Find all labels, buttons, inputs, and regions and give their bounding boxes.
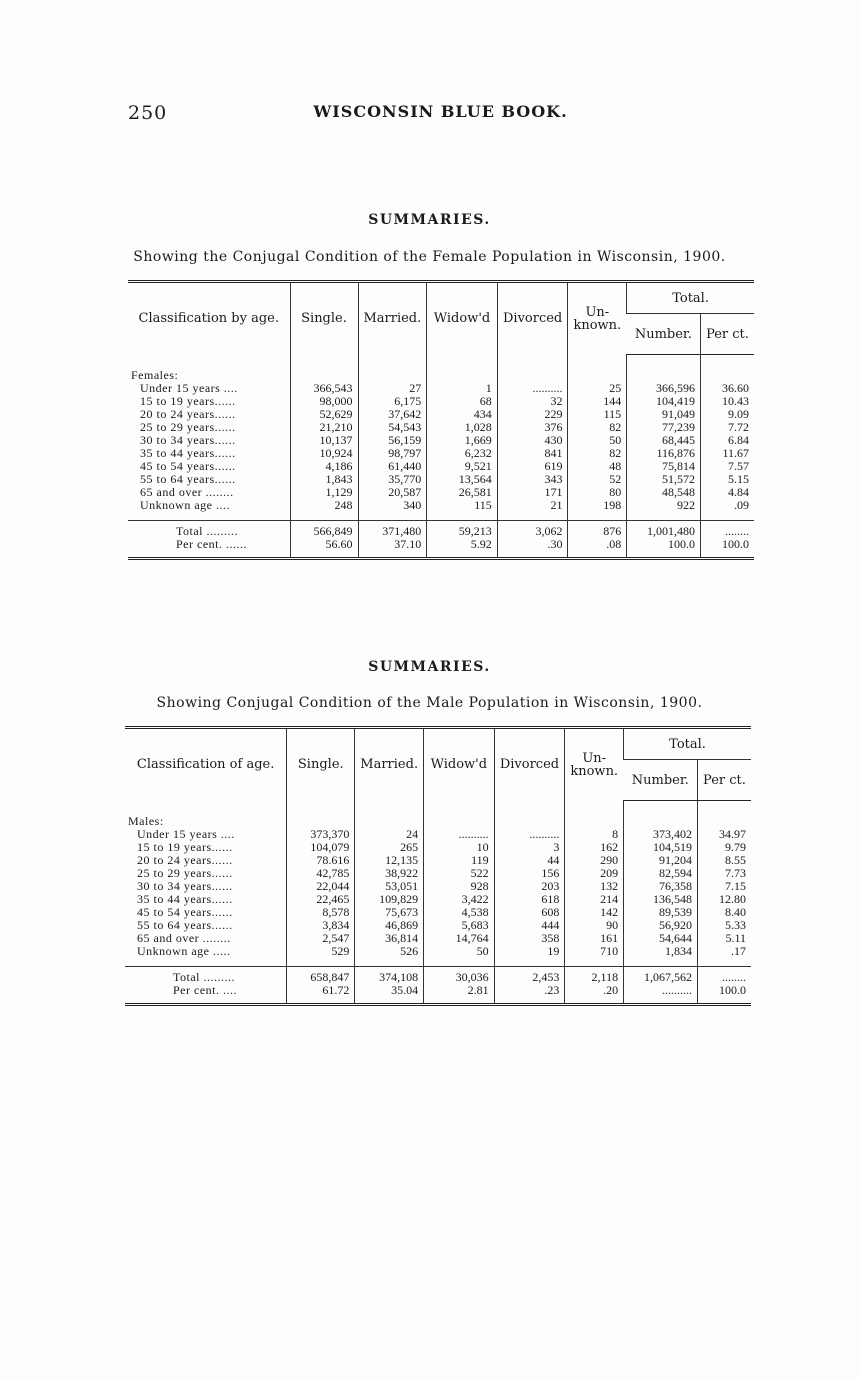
- cell-percent: 7.15: [697, 880, 751, 893]
- cell-married: 109,829: [355, 893, 424, 906]
- blank-cell: [697, 801, 751, 816]
- blank-cell: [568, 355, 627, 370]
- blank-cell: [624, 958, 698, 967]
- row-label: 15 to 19 years......: [137, 840, 233, 854]
- cell-percent: 8.55: [697, 854, 751, 867]
- percent-row: [128, 538, 754, 559]
- row-label: 55 to 64 years......: [137, 918, 233, 932]
- blank-cell: [701, 512, 755, 521]
- cell-percent: 11.67: [701, 447, 755, 460]
- cell-married: 37.10: [358, 538, 427, 559]
- cell-single: 4,186: [290, 460, 358, 473]
- cell-percent: 10.43: [701, 395, 755, 408]
- row-label: 35 to 44 years......: [140, 446, 236, 460]
- col-married: Married.: [358, 282, 427, 355]
- cell-widowed: 26,581: [427, 486, 498, 499]
- cell-widowed: 14,764: [424, 932, 495, 945]
- cell-unknown: 198: [568, 499, 627, 512]
- cell-number: 366,596: [627, 382, 701, 395]
- cell-single: 366,543: [290, 382, 358, 395]
- cell-widowed: 6,232: [427, 447, 498, 460]
- row-label: Total .........: [128, 521, 290, 539]
- table-row: [128, 499, 754, 512]
- blank-cell: [358, 512, 427, 521]
- cell-single: 104,079: [287, 841, 355, 854]
- cell-widowed: 1,669: [427, 434, 498, 447]
- cell-married: 526: [355, 945, 424, 958]
- cell-unknown: 132: [565, 880, 624, 893]
- cell-number: 104,419: [627, 395, 701, 408]
- blank-cell: [568, 512, 627, 521]
- cell-widowed: 5,683: [424, 919, 495, 932]
- blank-cell: [427, 512, 498, 521]
- col-total: Total.: [627, 282, 754, 314]
- cell-married: 46,869: [355, 919, 424, 932]
- female-table-caption: Showing the Conjugal Condition of the Female Population in Wisconsin, 1900.: [133, 249, 726, 265]
- cell-single: 22,044: [287, 880, 355, 893]
- cell-number: 75,814: [627, 460, 701, 473]
- col-total: Total.: [624, 728, 751, 760]
- blank-cell: [701, 355, 755, 370]
- cell-percent: .17: [697, 945, 751, 958]
- cell-married: 56,159: [358, 434, 427, 447]
- cell-divorced: ..........: [494, 828, 565, 841]
- cell-widowed: 928: [424, 880, 495, 893]
- cell-married: 38,922: [355, 867, 424, 880]
- cell-single: 21,210: [290, 421, 358, 434]
- cell-percent: 100.0: [701, 538, 755, 559]
- cell-divorced: 3: [494, 841, 565, 854]
- cell-number: 1,067,562: [624, 967, 698, 985]
- cell-number: 91,049: [627, 408, 701, 421]
- cell-percent: 7.72: [701, 421, 755, 434]
- cell-widowed: 434: [427, 408, 498, 421]
- cell-divorced: 841: [497, 447, 568, 460]
- cell-number: 136,548: [624, 893, 698, 906]
- cell-unknown: 161: [565, 932, 624, 945]
- cell-divorced: 156: [494, 867, 565, 880]
- cell-divorced: 44: [494, 854, 565, 867]
- blank-cell: [424, 958, 495, 967]
- row-label: 20 to 24 years......: [137, 853, 233, 867]
- cell-married: 98,797: [358, 447, 427, 460]
- col-classification: Classification of age.: [125, 728, 287, 801]
- row-label: Under 15 years ....: [140, 381, 238, 395]
- col-single: Single.: [290, 282, 358, 355]
- cell-percent: 36.60: [701, 382, 755, 395]
- cell-single: 8,578: [287, 906, 355, 919]
- row-label: 15 to 19 years......: [140, 394, 236, 408]
- cell-divorced: 229: [497, 408, 568, 421]
- cell-married: 340: [358, 499, 427, 512]
- cell-percent: 9.09: [701, 408, 755, 421]
- cell-widowed: 115: [427, 499, 498, 512]
- blank-cell: [627, 512, 701, 521]
- cell-married: 35,770: [358, 473, 427, 486]
- cell-widowed: 3,422: [424, 893, 495, 906]
- male-header-row: [125, 728, 751, 760]
- cell-single: 566,849: [290, 521, 358, 539]
- row-label: 45 to 54 years......: [140, 459, 236, 473]
- cell-percent: 8.40: [697, 906, 751, 919]
- cell-percent: 6.84: [701, 434, 755, 447]
- blank-cell: [287, 958, 355, 967]
- cell-divorced: 430: [497, 434, 568, 447]
- cell-widowed: 10: [424, 841, 495, 854]
- gap-row: [125, 958, 751, 967]
- blank-cell: [287, 801, 355, 816]
- cell-unknown: 82: [568, 421, 627, 434]
- cell-married: 75,673: [355, 906, 424, 919]
- cell-number: 104,519: [624, 841, 698, 854]
- col-single: Single.: [287, 728, 355, 801]
- cell-number: 51,572: [627, 473, 701, 486]
- cell-percent: 4.84: [701, 486, 755, 499]
- cell-divorced: 358: [494, 932, 565, 945]
- row-label: 30 to 34 years......: [140, 433, 236, 447]
- blank-cell: [494, 958, 565, 967]
- row-label: 65 and over ........: [140, 485, 234, 499]
- blank-cell: [497, 512, 568, 521]
- cell-unknown: 214: [565, 893, 624, 906]
- cell-widowed: 1: [427, 382, 498, 395]
- group-label: Females:: [131, 368, 179, 382]
- cell-single: 10,137: [290, 434, 358, 447]
- total-row: [125, 967, 751, 985]
- row-label: Under 15 years ....: [137, 827, 235, 841]
- col-percent: Per ct.: [697, 760, 751, 801]
- cell-number: 56,920: [624, 919, 698, 932]
- blank-cell: [125, 958, 287, 967]
- cell-widowed: 30,036: [424, 967, 495, 985]
- cell-married: 35.04: [355, 984, 424, 1005]
- blank-cell: [565, 801, 624, 816]
- row-label: Per cent. ......: [128, 538, 290, 559]
- table-row: [125, 945, 751, 958]
- cell-single: 42,785: [287, 867, 355, 880]
- row-label: 20 to 24 years......: [140, 407, 236, 421]
- cell-percent: 7.73: [697, 867, 751, 880]
- running-title: WISCONSIN BLUE BOOK.: [313, 102, 568, 121]
- cell-unknown: 25: [568, 382, 627, 395]
- blank-cell: [128, 355, 290, 370]
- cell-unknown: 80: [568, 486, 627, 499]
- cell-married: 27: [358, 382, 427, 395]
- col-widowed: Widow'd: [427, 282, 498, 355]
- cell-number: 48,548: [627, 486, 701, 499]
- cell-widowed: 5.92: [427, 538, 498, 559]
- cell-unknown: 8: [565, 828, 624, 841]
- cell-divorced: 343: [497, 473, 568, 486]
- cell-unknown: .20: [565, 984, 624, 1005]
- total-row: [128, 521, 754, 539]
- blank-cell: [355, 958, 424, 967]
- male-table-body: [125, 801, 751, 1005]
- cell-single: 248: [290, 499, 358, 512]
- cell-divorced: 376: [497, 421, 568, 434]
- cell-married: 36,814: [355, 932, 424, 945]
- cell-unknown: 209: [565, 867, 624, 880]
- cell-widowed: 522: [424, 867, 495, 880]
- male-table: [125, 726, 751, 1006]
- cell-unknown: 48: [568, 460, 627, 473]
- page-header: [128, 100, 753, 128]
- cell-divorced: 32: [497, 395, 568, 408]
- col-divorced: Divorced: [497, 282, 568, 355]
- cell-married: 374,108: [355, 967, 424, 985]
- gap-row: [128, 512, 754, 521]
- cell-number: 76,358: [624, 880, 698, 893]
- page-number: 250: [128, 102, 168, 124]
- cell-widowed: 68: [427, 395, 498, 408]
- cell-number: 91,204: [624, 854, 698, 867]
- cell-single: 56.60: [290, 538, 358, 559]
- cell-single: 61.72: [287, 984, 355, 1005]
- row-label: 30 to 34 years......: [137, 879, 233, 893]
- cell-divorced: 21: [497, 499, 568, 512]
- row-label: 65 and over ........: [137, 931, 231, 945]
- cell-unknown: .08: [568, 538, 627, 559]
- cell-number: 82,594: [624, 867, 698, 880]
- cell-percent: 12.80: [697, 893, 751, 906]
- col-unknown: Un-known.: [565, 728, 624, 801]
- cell-unknown: 50: [568, 434, 627, 447]
- cell-married: 371,480: [358, 521, 427, 539]
- group-label: Males:: [128, 814, 164, 828]
- cell-divorced: ..........: [497, 382, 568, 395]
- col-number: Number.: [627, 314, 701, 355]
- cell-divorced: .23: [494, 984, 565, 1005]
- cell-unknown: 710: [565, 945, 624, 958]
- cell-unknown: 52: [568, 473, 627, 486]
- cell-divorced: .30: [497, 538, 568, 559]
- blank-cell: [128, 512, 290, 521]
- col-classification: Classification by age.: [128, 282, 290, 355]
- female-header-row: [128, 282, 754, 314]
- cell-number: 116,876: [627, 447, 701, 460]
- cell-single: 658,847: [287, 967, 355, 985]
- cell-unknown: 142: [565, 906, 624, 919]
- female-table-body: [128, 355, 754, 559]
- cell-percent: 5.11: [697, 932, 751, 945]
- blank-cell: [494, 801, 565, 816]
- cell-number: 54,644: [624, 932, 698, 945]
- col-widowed: Widow'd: [424, 728, 495, 801]
- col-married: Married.: [355, 728, 424, 801]
- row-label: 45 to 54 years......: [137, 905, 233, 919]
- cell-single: 22,465: [287, 893, 355, 906]
- blank-cell: [427, 355, 498, 370]
- cell-married: 24: [355, 828, 424, 841]
- cell-number: 89,539: [624, 906, 698, 919]
- spacer-row: [128, 355, 754, 370]
- cell-single: 1,843: [290, 473, 358, 486]
- blank-cell: [424, 801, 495, 816]
- row-label: Unknown age .....: [137, 944, 231, 958]
- cell-percent: 34.97: [697, 828, 751, 841]
- cell-married: 12,135: [355, 854, 424, 867]
- percent-row: [125, 984, 751, 1005]
- cell-number: 100.0: [627, 538, 701, 559]
- cell-number: 373,402: [624, 828, 698, 841]
- cell-divorced: 203: [494, 880, 565, 893]
- blank-cell: [697, 958, 751, 967]
- cell-married: 265: [355, 841, 424, 854]
- blank-cell: [497, 355, 568, 370]
- col-divorced: Divorced: [494, 728, 565, 801]
- cell-percent: 5.15: [701, 473, 755, 486]
- cell-single: 373,370: [287, 828, 355, 841]
- cell-percent: .09: [701, 499, 755, 512]
- cell-single: 2,547: [287, 932, 355, 945]
- cell-divorced: 619: [497, 460, 568, 473]
- cell-unknown: 876: [568, 521, 627, 539]
- row-label: Unknown age ....: [140, 498, 230, 512]
- row-label: 35 to 44 years......: [137, 892, 233, 906]
- cell-married: 37,642: [358, 408, 427, 421]
- cell-widowed: 50: [424, 945, 495, 958]
- cell-percent: 5.33: [697, 919, 751, 932]
- cell-number: 922: [627, 499, 701, 512]
- cell-unknown: 162: [565, 841, 624, 854]
- col-percent: Per ct.: [701, 314, 755, 355]
- cell-divorced: 2,453: [494, 967, 565, 985]
- col-unknown: Un-known.: [568, 282, 627, 355]
- blank-cell: [355, 801, 424, 816]
- cell-divorced: 19: [494, 945, 565, 958]
- cell-number: 77,239: [627, 421, 701, 434]
- cell-unknown: 144: [568, 395, 627, 408]
- cell-divorced: 444: [494, 919, 565, 932]
- female-section-title: SUMMARIES.: [368, 212, 491, 228]
- cell-single: 529: [287, 945, 355, 958]
- cell-widowed: 1,028: [427, 421, 498, 434]
- row-label: 25 to 29 years......: [140, 420, 236, 434]
- cell-married: 6,175: [358, 395, 427, 408]
- cell-married: 53,051: [355, 880, 424, 893]
- cell-divorced: 618: [494, 893, 565, 906]
- cell-percent: 9.79: [697, 841, 751, 854]
- cell-married: 54,543: [358, 421, 427, 434]
- cell-widowed: 4,538: [424, 906, 495, 919]
- cell-widowed: 59,213: [427, 521, 498, 539]
- cell-married: 20,587: [358, 486, 427, 499]
- cell-single: 10,924: [290, 447, 358, 460]
- blank-cell: [624, 801, 698, 816]
- cell-percent: ........: [697, 967, 751, 985]
- cell-widowed: 9,521: [427, 460, 498, 473]
- row-label: 55 to 64 years......: [140, 472, 236, 486]
- blank-cell: [290, 512, 358, 521]
- male-section-title: SUMMARIES.: [368, 659, 491, 675]
- cell-single: 3,834: [287, 919, 355, 932]
- cell-widowed: 2.81: [424, 984, 495, 1005]
- cell-number: 1,001,480: [627, 521, 701, 539]
- cell-number: 68,445: [627, 434, 701, 447]
- cell-widowed: 119: [424, 854, 495, 867]
- cell-percent: 100.0: [697, 984, 751, 1005]
- cell-single: 98,000: [290, 395, 358, 408]
- cell-divorced: 171: [497, 486, 568, 499]
- cell-number: ..........: [624, 984, 698, 1005]
- female-table: [128, 280, 754, 560]
- blank-cell: [290, 355, 358, 370]
- cell-unknown: 115: [568, 408, 627, 421]
- cell-married: 61,440: [358, 460, 427, 473]
- blank-cell: [125, 801, 287, 816]
- cell-unknown: 2,118: [565, 967, 624, 985]
- spacer-row: [125, 801, 751, 816]
- row-label: Per cent. ....: [125, 984, 287, 1005]
- cell-number: 1,834: [624, 945, 698, 958]
- male-table-caption: Showing Conjugal Condition of the Male Population in Wisconsin, 1900.: [156, 695, 703, 711]
- cell-divorced: 608: [494, 906, 565, 919]
- cell-single: 1,129: [290, 486, 358, 499]
- cell-single: 78.616: [287, 854, 355, 867]
- row-label: Total .........: [125, 967, 287, 985]
- cell-widowed: ..........: [424, 828, 495, 841]
- blank-cell: [358, 355, 427, 370]
- blank-cell: [565, 958, 624, 967]
- cell-unknown: 82: [568, 447, 627, 460]
- cell-unknown: 290: [565, 854, 624, 867]
- cell-widowed: 13,564: [427, 473, 498, 486]
- cell-divorced: 3,062: [497, 521, 568, 539]
- cell-single: 52,629: [290, 408, 358, 421]
- cell-unknown: 90: [565, 919, 624, 932]
- cell-percent: ........: [701, 521, 755, 539]
- cell-percent: 7.57: [701, 460, 755, 473]
- row-label: 25 to 29 years......: [137, 866, 233, 880]
- col-number: Number.: [624, 760, 698, 801]
- blank-cell: [627, 355, 701, 370]
